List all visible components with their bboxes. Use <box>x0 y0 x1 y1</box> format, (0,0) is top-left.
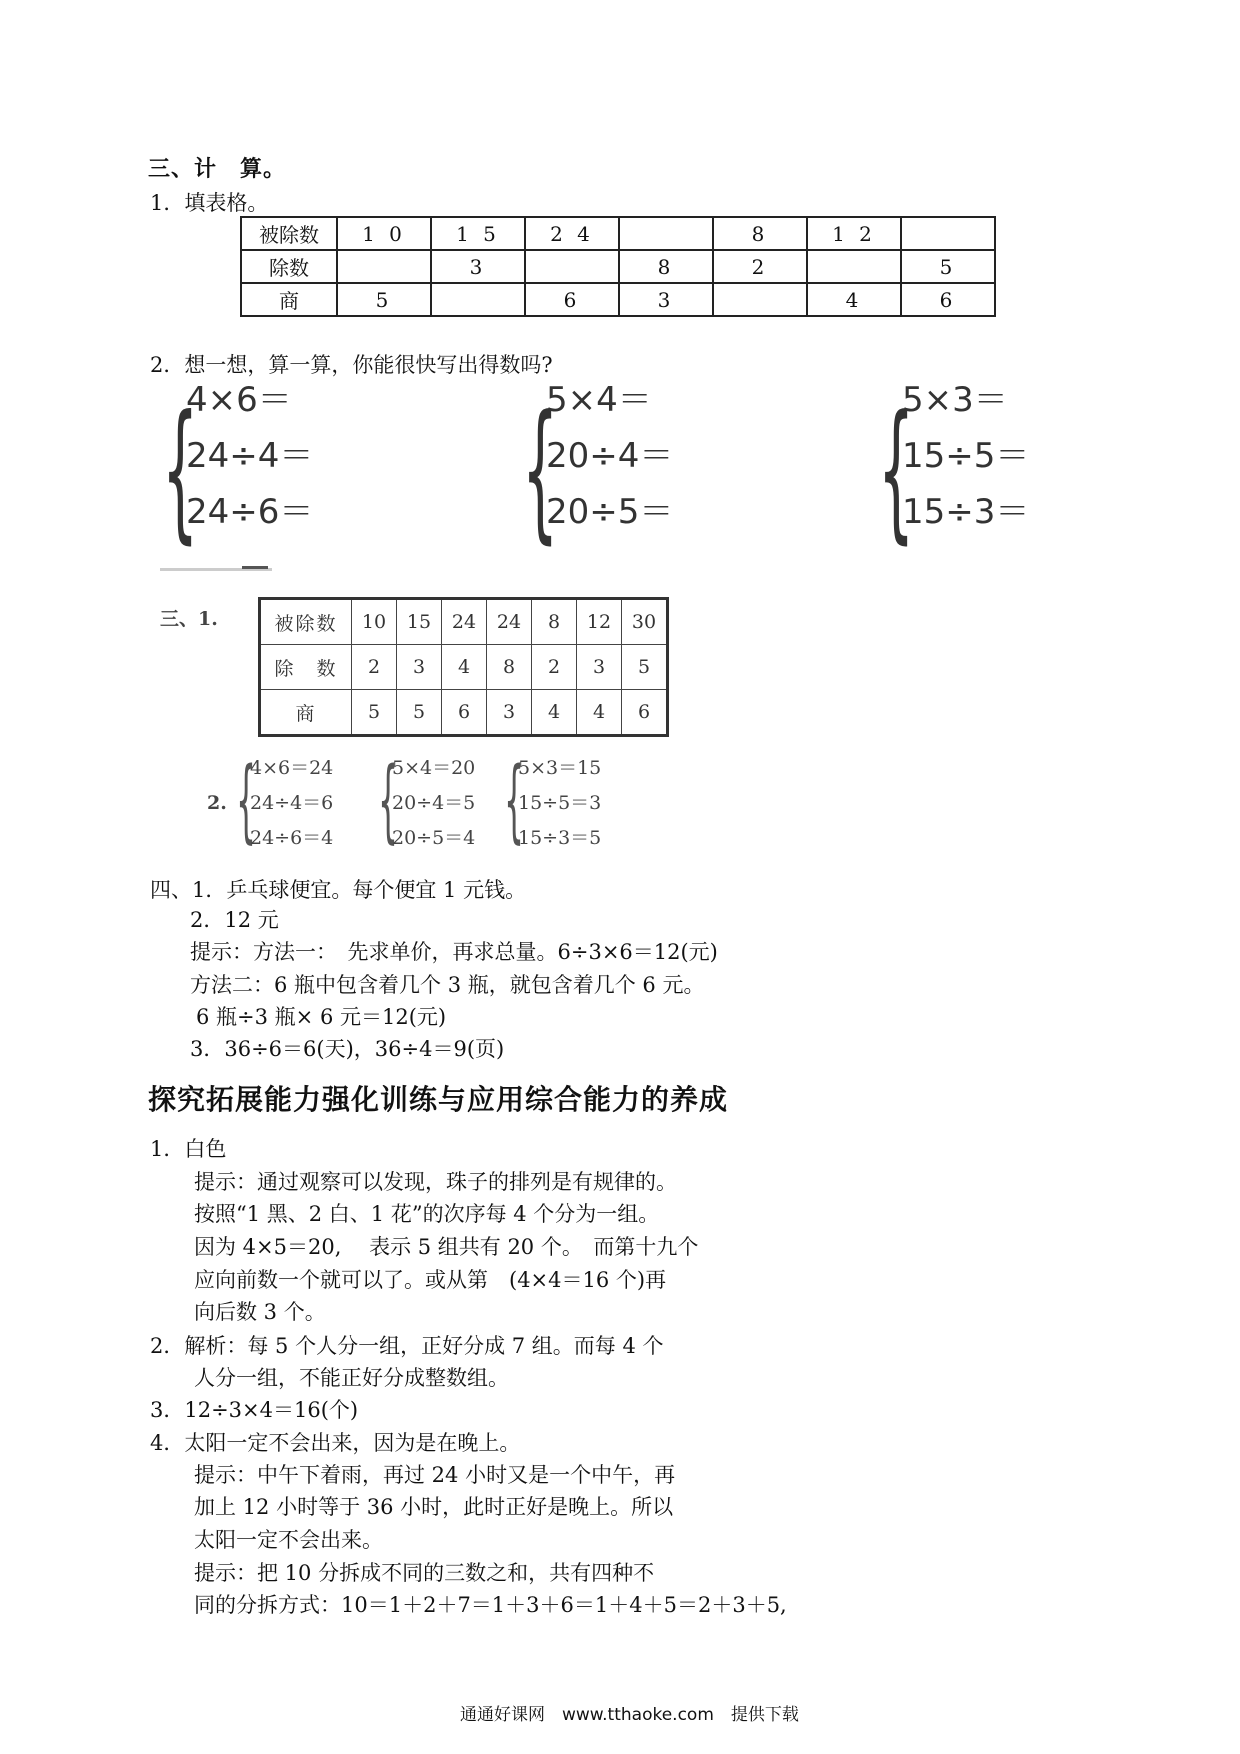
table-cell: 3 <box>619 283 713 316</box>
section-heading: 三、计 算。 <box>148 156 287 182</box>
table-cell: 6 <box>525 283 619 316</box>
equation-line: 24÷4＝ <box>186 436 314 476</box>
answer-text-line: 2．12 元 <box>190 908 279 932</box>
table-cell: 3 <box>577 645 622 690</box>
row-header-cell: 被除数 <box>241 217 337 250</box>
left-brace: { <box>378 748 399 853</box>
table-cell <box>807 250 901 283</box>
left-brace: { <box>878 384 915 558</box>
table-cell: 5 <box>397 690 442 736</box>
answer-equation-line: 20÷4＝5 <box>392 792 476 814</box>
answer-text-line: 提示：把 10 分拆成不同的三数之和，共有四种不 <box>194 1561 655 1585</box>
answer-text-line: 提示：方法一： 先求单价，再求总量。6÷3×6＝12(元) <box>190 940 718 964</box>
equation-line: 15÷5＝ <box>902 436 1030 476</box>
row-header-cell: 被除数 <box>260 599 352 645</box>
table-cell: 6 <box>622 690 668 736</box>
answer-text-line: 按照“1 黑、2 白、1 花”的次序每 4 个分为一组。 <box>194 1202 660 1226</box>
table-cell: 1 2 <box>807 217 901 250</box>
table-cell: 24 <box>487 599 532 645</box>
section-title: 探究拓展能力强化训练与应用综合能力的养成 <box>148 1083 729 1116</box>
answer-label-2: 2. <box>207 792 227 814</box>
question-1-label: 1．填表格。 <box>150 191 269 215</box>
table-cell: 3 <box>397 645 442 690</box>
table-cell: 4 <box>807 283 901 316</box>
answer-text-line: 向后数 3 个。 <box>194 1300 326 1324</box>
answer-table-row <box>260 690 668 736</box>
answer-text-line: 太阳一定不会出来。 <box>194 1528 383 1552</box>
equation-line: 24÷6＝ <box>186 492 314 532</box>
answer-equation-line: 5×3＝15 <box>518 757 602 779</box>
answer-text-line: 加上 12 小时等于 36 小时，此时正好是晚上。所以 <box>194 1495 674 1519</box>
answer-equation-line: 5×4＝20 <box>392 757 476 779</box>
table-cell: 5 <box>337 283 431 316</box>
table-cell: 8 <box>487 645 532 690</box>
answer-text-line: 四、1．乒乓球便宜。每个便宜 1 元钱。 <box>150 878 527 902</box>
row-header-cell: 商 <box>260 690 352 736</box>
answer-text-line: 2．解析：每 5 个人分一组，正好分成 7 组。而每 4 个 <box>150 1334 664 1358</box>
table-cell: 24 <box>442 599 487 645</box>
table-cell <box>525 250 619 283</box>
question-table <box>240 216 996 317</box>
table-cell <box>901 217 995 250</box>
table-cell <box>619 217 713 250</box>
answer-equation-line: 24÷6＝4 <box>250 827 334 849</box>
answer-text-line: 3．12÷3×4＝16(个) <box>150 1398 359 1422</box>
table-cell: 2 <box>352 645 397 690</box>
equation-line: 5×4＝ <box>546 380 652 420</box>
answer-table-row <box>260 599 668 645</box>
table-cell: 6 <box>901 283 995 316</box>
answer-text-line: 人分一组，不能正好分成整数组。 <box>194 1366 509 1390</box>
answer-text-line: 3．36÷6＝6(天)，36÷4＝9(页) <box>190 1037 505 1061</box>
answer-text-line: 6 瓶÷3 瓶× 6 元＝12(元) <box>196 1005 447 1029</box>
answer-table-row <box>260 645 668 690</box>
answer-equation-line: 15÷5＝3 <box>518 792 602 814</box>
left-brace: { <box>162 384 199 558</box>
footer: 通通好课网 www.tthaoke.com 提供下载 <box>460 1705 799 1725</box>
table-cell: 4 <box>577 690 622 736</box>
answer-equation-line: 20÷5＝4 <box>392 827 476 849</box>
answer-text-line: 提示：通过观察可以发现，珠子的排列是有规律的。 <box>194 1170 677 1194</box>
table-cell: 1 0 <box>337 217 431 250</box>
table-cell: 1 5 <box>431 217 525 250</box>
answer-text-line: 4．太阳一定不会出来，因为是在晚上。 <box>150 1431 521 1455</box>
left-brace: { <box>236 748 257 853</box>
answer-table <box>258 597 669 737</box>
answer-text-line: 因为 4×5＝20, 表示 5 组共有 20 个。 而第十九个 <box>194 1235 699 1259</box>
table-cell: 3 <box>431 250 525 283</box>
answer-text-line: 方法二：6 瓶中包含着几个 3 瓶，就包含着几个 6 元。 <box>190 973 705 997</box>
answer-text-line: 提示：中午下着雨，再过 24 小时又是一个中午，再 <box>194 1463 676 1487</box>
equation-line: 20÷4＝ <box>546 436 674 476</box>
table-cell: 12 <box>577 599 622 645</box>
equation-line: 4×6＝ <box>186 380 292 420</box>
left-brace: { <box>504 748 525 853</box>
answer-text-line: 1．白色 <box>150 1137 227 1161</box>
answer-label-1: 三、1. <box>160 608 218 630</box>
question-2-label: 2．想一想，算一算，你能很快写出得数吗? <box>150 353 553 377</box>
question-table-row <box>241 217 995 250</box>
equation-line: 20÷5＝ <box>546 492 674 532</box>
table-cell: 8 <box>713 217 807 250</box>
table-cell: 4 <box>532 690 577 736</box>
table-cell: 6 <box>442 690 487 736</box>
scan-smudge-dark <box>242 566 268 569</box>
table-cell: 2 <box>713 250 807 283</box>
answer-text-line: 同的分拆方式：10＝1＋2＋7＝1＋3＋6＝1＋4＋5＝2＋3＋5, <box>194 1593 787 1617</box>
table-cell: 15 <box>397 599 442 645</box>
question-table-row <box>241 283 995 316</box>
equation-line: 15÷3＝ <box>902 492 1030 532</box>
table-cell: 10 <box>352 599 397 645</box>
table-cell <box>713 283 807 316</box>
answer-equation-line: 15÷3＝5 <box>518 827 602 849</box>
table-cell: 2 4 <box>525 217 619 250</box>
answer-equation-line: 4×6＝24 <box>250 757 334 779</box>
table-cell <box>337 250 431 283</box>
row-header-cell: 商 <box>241 283 337 316</box>
table-cell: 30 <box>622 599 668 645</box>
table-cell: 5 <box>901 250 995 283</box>
row-header-cell: 除 数 <box>260 645 352 690</box>
table-cell <box>431 283 525 316</box>
table-cell: 8 <box>532 599 577 645</box>
table-cell: 2 <box>532 645 577 690</box>
table-cell: 3 <box>487 690 532 736</box>
answer-equation-line: 24÷4＝6 <box>250 792 334 814</box>
table-cell: 8 <box>619 250 713 283</box>
table-cell: 5 <box>352 690 397 736</box>
table-cell: 4 <box>442 645 487 690</box>
question-table-row <box>241 250 995 283</box>
left-brace: { <box>522 384 559 558</box>
table-cell: 5 <box>622 645 668 690</box>
row-header-cell: 除数 <box>241 250 337 283</box>
equation-line: 5×3＝ <box>902 380 1008 420</box>
answer-text-line: 应向前数一个就可以了。或从第 (4×4＝16 个)再 <box>194 1268 667 1292</box>
